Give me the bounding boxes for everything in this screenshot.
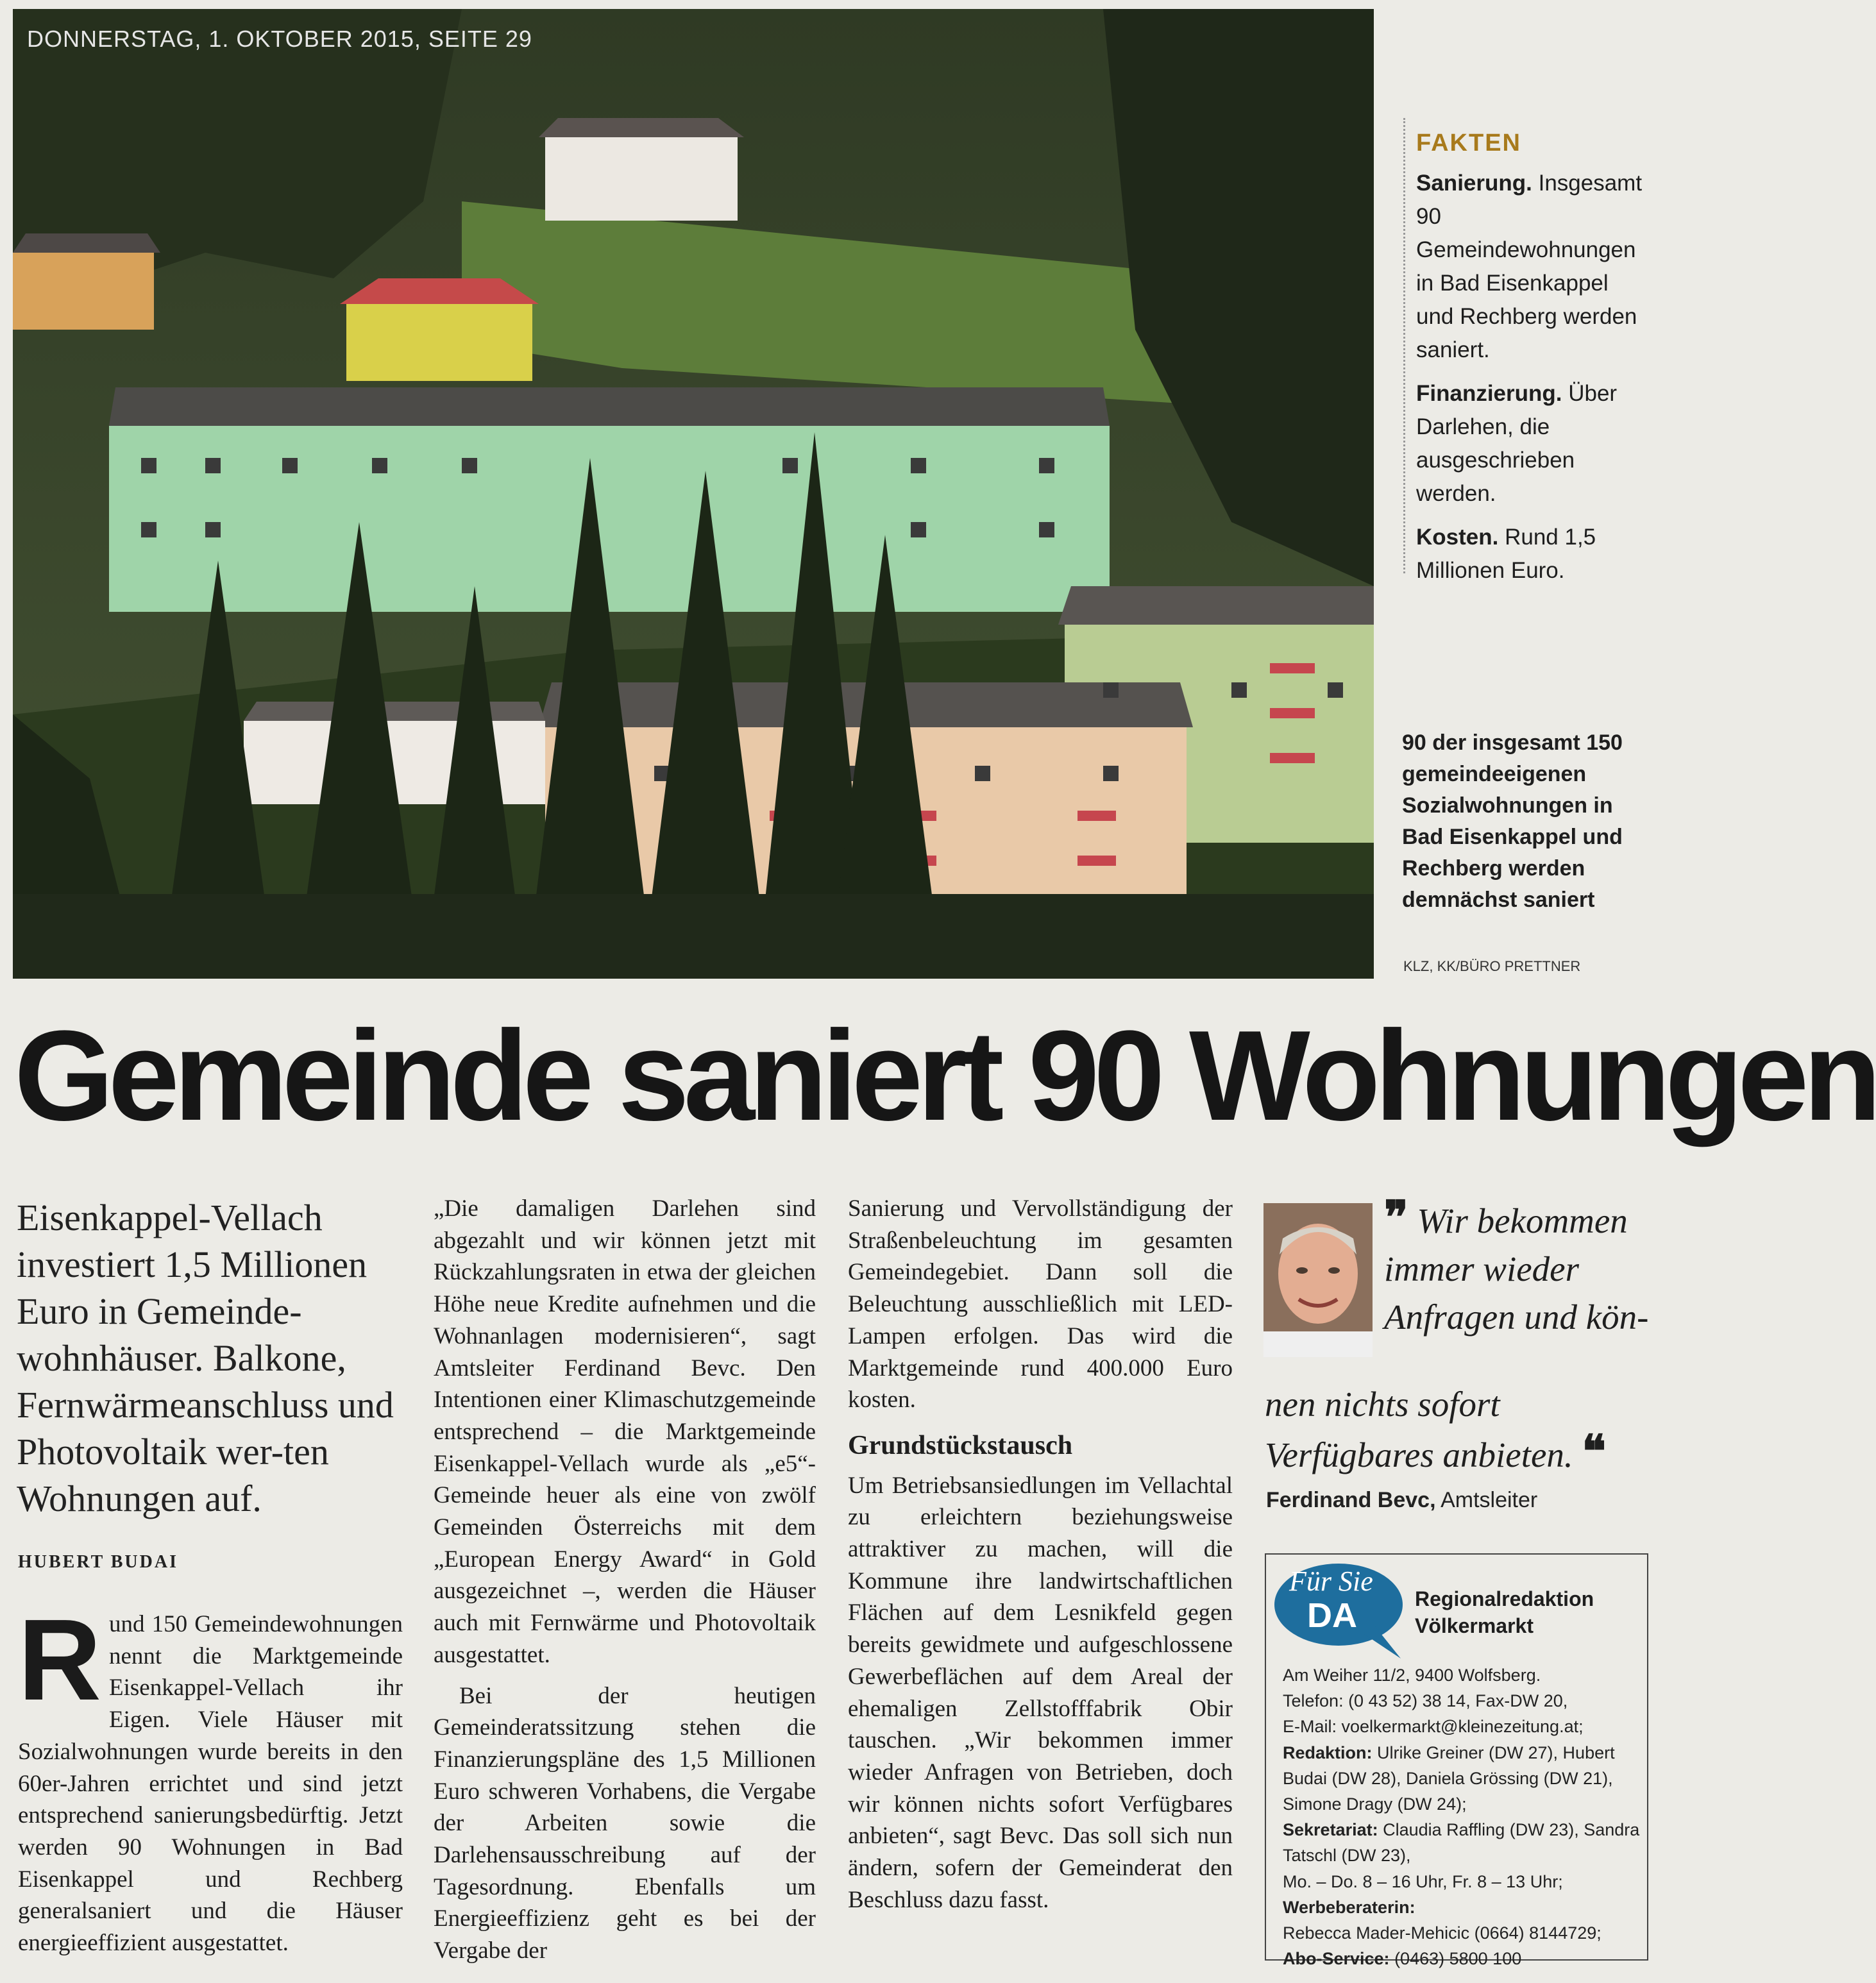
subheading: Grundstückstausch [848,1430,1073,1460]
housing-blocks-photo [13,9,1374,979]
pull-quote-continued: nen nichts sofort Verfügbares anbieten. ❝ [1265,1385,1607,1477]
body-paragraph: Rund 150 Gemeindewohnungen nennt die Marktgemeinde Eisenkappel-Vellach ihr Eigen. Viele Häuser mit Sozialwohnungen wurde bereits in den 60er-Jahren errichtet und sind jetzt entsprechend sanierungsbedürftig. Jetzt werden 90 Wohnungen in Bad Eisenkappel und Rechberg generalsaniert und die Häuser energieeffizient ausgestattet. [18,1596,403,1957]
article-photo [13,9,1374,979]
photo-caption: 90 der insgesamt 150 gemeindeeigenen Sozialwohnungen in Bad Eisenkappel und Rechberg werden demnächst saniert [1402,730,1623,912]
body-column-2 [434,1193,816,1967]
quote-close-icon: ❝ [1582,1428,1607,1477]
fact-item: Finanzierung. Über Darlehen, die ausgeschrieben werden. [1416,381,1618,506]
body-column-1 [18,1596,403,1959]
lead-paragraph: Eisenkappel-Vellach investiert 1,5 Millionen Euro in Gemeinde-wohnhäuser. Balkone, Fernwärmeanschluss und Photovoltaik wer-ten Wohnungen auf. [17,1197,394,1519]
facts-title: FAKTEN [1416,130,1521,156]
portrait-photo [1263,1203,1373,1357]
body-paragraph: „Die damaligen Darlehen sind abgezahlt und wir können jetzt mit Rückzahlungsraten in etwa der gleichen Höhe neue Kredite aufnehmen und die Wohnanlagen modernisieren“, sagt Amtsleiter Ferdinand Bevc. Den Intentionen einer Klimaschutzgemeinde entsprechend – die Marktgemeinde Eisenkappel-Vellach wurde als „e5“-Gemeinde heuer als eine von zwölf Gemeinden Österreichs mit dem „European Energy Award“ in Gold ausgezeichnet –, werden die Häuser auch mit Fernwärme und Photovoltaik ausgestattet. [434,1195,816,1668]
pull-quote: ❞ Wir bekommen immer wieder Anfragen und kön- [1384,1194,1649,1337]
facts-sidebar [1379,9,1652,979]
photo-credit: KLZ, KK/BÜRO PRETTNER [1403,958,1581,974]
box-title: Regionalredaktion Völkermarkt [1415,1587,1594,1637]
fact-item: Kosten. Rund 1,5 Millionen Euro. [1416,525,1596,583]
dateline: DONNERSTAG, 1. OKTOBER 2015, SEITE 29 [27,26,532,52]
headline: Gemeinde saniert 90 Wohnungen [14,1004,1876,1147]
bubble-text-line1: Für Sie [1289,1565,1373,1597]
quote-attribution: Ferdinand Bevc, Amtsleiter [1266,1488,1538,1512]
drop-cap: R [18,1596,101,1725]
box-body: Am Weiher 11/2, 9400 Wolfsberg. Telefon: (0 43 52) 38 14, Fax-DW 20, E-Mail: voelkermarkt@kleinezeitung.at; Redaktion: Ulrike Greiner (DW 27), Hubert Budai (DW 28), Daniela Grössing (DW 21), Simone Dragy (DW 24); Sekretariat: Claudia Raffling (DW 23), Sandra Tatschl (DW 23), Mo. – Do. 8 – 16 Uhr, Fr. 8 – 13 Uhr; Werbeberaterin: Rebecca Mader-Mehicic (0664) 8144729; Abo-Service: (0463) 5800 100 [1283,1662,1642,1971]
email-text: E-Mail: voelkermarkt@kleinezeitung.at; [1283,1717,1584,1737]
bubble-text-line2: DA [1307,1596,1357,1635]
body-paragraph: Sanierung und Vervollständigung der Straßenbeleuchtung im gesamten Gemeindegebiet. Dann soll die Beleuchtung ausschließlich mit LED-Lampen erfolgen. Das wird die Marktgemeinde rund 400.000 Euro kosten. [848,1195,1233,1413]
body-paragraph: Um Betriebsansiedlungen im Vellachtal zu erleichtern beziehungsweise attraktiver zu machen, will die Kommune ihre landwirtschaftlichen Flächen auf dem Lesnikfeld gegen bereits gewidmete und aufgeschlossene Gewerbeflächen auf dem Areal der ehemaligen Zellstofffabrik Obir tauschen. „Wir bekommen immer wieder Anfragen von Betrieben, doch wir können nichts sofort Verfügbares anbieten“, sagt Bevc. Das soll sich nun ändern, sofern der Gemeinderat den Beschluss dazu fasst. [848,1472,1233,1913]
body-paragraph: Bei der heutigen Gemeinderatssitzung stehen die Finanzierungspläne des 1,5 Millionen Euro schweren Vorhabens, die Vergabe der Arbeiten sowie die Darlehensausschreibung auf der Tagesordnung. Ebenfalls um Energieeffizienz geht es bei der Vergabe der [434,1682,816,1964]
author-byline: HUBERT BUDAI [18,1552,178,1572]
fact-item: Sanierung. Insgesamt 90 Gemeindewohnungen in Bad Eisenkappel und Rechberg werden saniert. [1416,171,1643,362]
person-portrait-icon [1263,1203,1373,1357]
quote-open-icon: ❞ [1384,1194,1408,1243]
body-column-3 [848,1193,1233,1916]
contact-box [1265,1553,1648,1969]
facts-list [1416,167,1647,598]
